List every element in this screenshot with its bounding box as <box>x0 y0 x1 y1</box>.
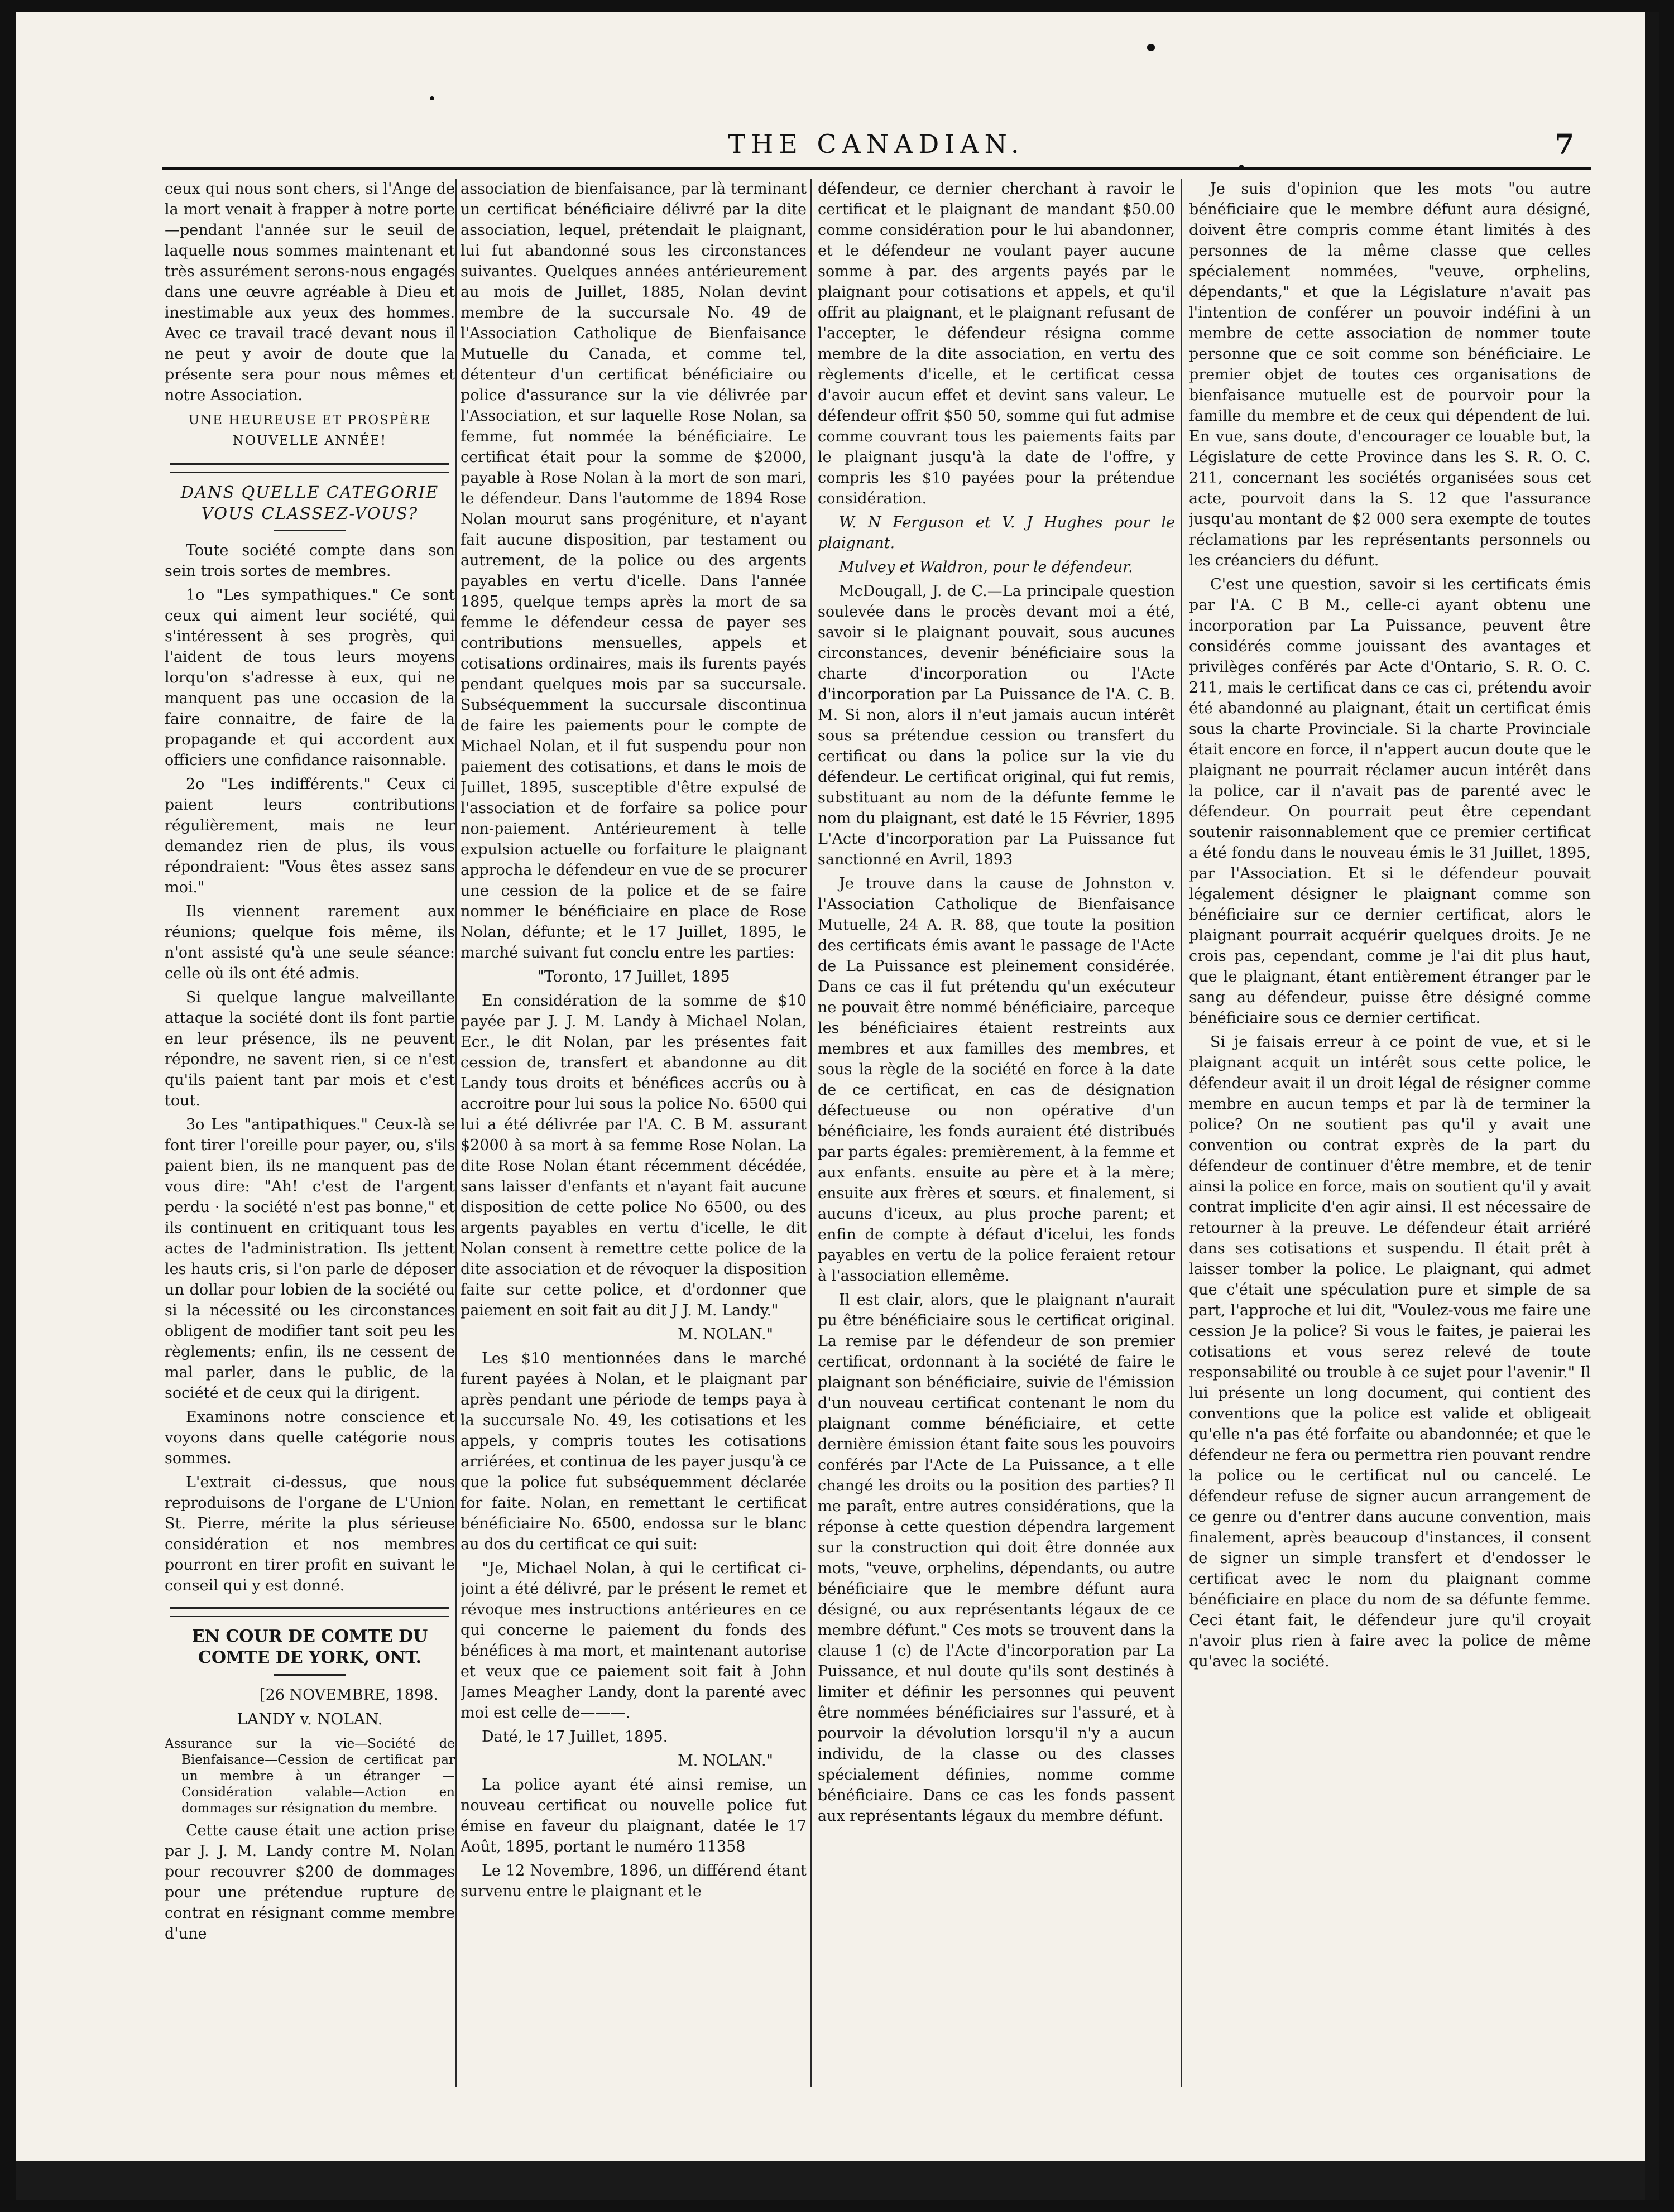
page-header <box>162 126 1591 166</box>
newspaper-title: THE CANADIAN. <box>728 129 1025 159</box>
article-paragraph: McDougall, J. de C.—La principale question soulevée dans le procès devant moi a été, savoir si le plaignant pouvait, sous aucunes circonstances, devenir bénéficiaire sous la charte d'incorporation ou l'Acte d'incorporation par La Puissance de l'A. C. B. M. Si non, alors il n'eut jamais aucun intérêt sous sa prétendue cession ou transfert du certificat ou dans la police sur la vie du défendeur. Le certificat original, qui fut remis, substituant au nom de la défunte femme le nom du plaignant, est daté le 15 Février, 1895 L'Acte d'incorporation par La Puissance fut sanctionné en Avril, 1893 <box>818 583 1175 868</box>
page-number: 7 <box>1555 128 1574 161</box>
column-1 <box>165 179 455 2104</box>
article-paragraph: C'est une question, savoir si les certificats émis par l'A. C B M., celle-ci ayant obtenu une incorporation par La Puissance, peuvent être considérés comme jouissant des avantages et privilèges conférés par Acte d'Ontario, S. R. O. C. 211, mais le certificat dans ce cas ci, prétendu avoir été abandonné au plaignant, était un certificat émis sous la charte Provinciale. Si la charte Provinciale était encore en force, il n'appert aucun doute que le plaignant ne pourrait réclamer aucun intérêt dans la police, car il n'avait pas de parenté avec le défendeur. On pourrait peut être cependant soutenir raisonnablement que ce premier certificat a été fondu dans le nouveau émis le 31 Juillet, 1895, par l'Association. Et si le défendeur pouvait légalement désigner le plaignant comme son bénéficiaire sur ce dernier certificat, alors le plaignant pourrait acquérir quelques droits. Je ne crois pas, cependant, comme je l'ai dit plus haut, que le plaignant, étant entièrement étranger par le sang au défendeur, puisse être désigné comme bénéficiaire sous ce dernier certificat. <box>1189 576 1591 1027</box>
signature: M. NOLAN." <box>678 1326 773 1343</box>
article-paragraph: Si je faisais erreur à ce point de vue, et si le plaignant acquit un intérêt sous cette police, le défendeur avait il un droit légal de résigner comme membre en aucun temps et par là de terminer la police? On ne soutient pas qu'il y avait une convention ou contrat exprès de la part du défendeur de continuer d'être membre, et de tenir ainsi la police en force, mais on soutient qu'il y avait contrat implicite d'en agir ainsi. Il est nécessaire de retourner à la preuve. Le défendeur était arriéré dans ses cotisations et suspendu. Il était prêt à laisser tomber la police. Le plaignant, qui admet que c'était une spéculation pure et simple de sa part, l'approche et lui dit, "Voulez-vous me faire une cession Je la police? Si vous le faites, je paierai les cotisations et vous serez relevé de toute responsabilité ou trouble à ce sujet pour l'avenir." Il lui présente un long document, qui contient des conventions que la police est valide et obligeait qu'elle n'a pas été forfaite ou abandonnée; et que le défendeur ne fera ou permettra rien pouvant rendre la police ou le certificat nul ou cancelé. Le défendeur refuse de signer aucun arrangement de ce genre ou d'entrer dans aucune convention, mais finalement, après beaucoup d'instances, il consent de signer un simple transfert et d'endosser le certificat avec le nom du plaignant comme bénéficiaire en place du nom de sa défunte femme. Ceci étant fait, le défendeur jure qu'il croyait n'avoir plus rien à faire avec la police de même qu'avec la société. <box>1189 1033 1591 1670</box>
article-paragraph: Daté, le 17 Juillet, 1895. <box>482 1728 668 1745</box>
column-divider <box>455 179 457 2087</box>
article-paragraph: 2o "Les indifférents." Ceux ci paient leurs contributions régulièrement, mais ne leur demandez rien de plus, ils vous répondraient: "Vous êtes assez sans moi." <box>165 776 455 896</box>
article-paragraph: Cette cause était une action prise par J. J. M. Landy contre M. Nolan pour recouvrer $200 de dommages pour une prétendue rupture de contrat en résignant comme membre d'une <box>165 1822 455 1942</box>
case-summary: Assurance sur la vie—Société de Bienfaisance—Cession de certificat par un membre à un étranger — Considération valable—Action en dommages sur résignation du membre. <box>165 1737 455 1816</box>
section-title: DANS QUELLE CATEGORIE VOUS CLASSEZ-VOUS? <box>180 483 439 523</box>
column-4 <box>1189 179 1591 2104</box>
counsel-plaintiff: W. N Ferguson et V. J Hughes pour le plaignant. <box>818 514 1175 552</box>
column-3 <box>818 179 1175 2104</box>
court-date: [26 NOVEMBRE, 1898. <box>260 1686 438 1704</box>
article-paragraph: 3o Les "antipathiques." Ceux-là se font tirer l'oreille pour payer, ou, s'ils paient bien, ils ne manquent pas de vous dire: "Ah! c'est de l'argent perdu · la société n'est pas bonne," et ils continuent en critiquant tous les actes de l'administration. Ils jettent les hauts cris, si l'on parle de déposer un dollar pour lobien de la société ou si la nécessité ou les circonstances obligent de modifier tant soit peu les règlements; enfin, ils ne cessent de mal parler, dans le public, de la société et de ceux qui la dirigent. <box>165 1116 455 1402</box>
court-section-title: EN COUR DE COMTE DU COMTE DE YORK, ONT. <box>191 1627 428 1667</box>
column-2 <box>461 179 807 2104</box>
section-rule <box>170 1607 449 1617</box>
article-paragraph: Examinons notre conscience et voyons dans quelle catégorie nous sommes. <box>165 1408 455 1467</box>
article-paragraph: La police ayant été ainsi remise, un nouveau certificat ou nouvelle police fut émise en faveur du plaignant, datée le 17 Août, 1895, portant le numéro 11358 <box>461 1776 807 1855</box>
letter-date: "Toronto, 17 Juillet, 1895 <box>537 968 730 985</box>
short-rule <box>274 530 346 531</box>
article-paragraph: L'extrait ci-dessus, que nous reproduisons de l'organe de L'Union St. Pierre, mérite la plus sérieuse considération et nos membres pourront en tirer profit en suivant le conseil qui y est donné. <box>165 1474 455 1594</box>
article-paragraph: défendeur, ce dernier cherchant à ravoir le certificat et le plaignant de mandant $50.00 comme considération pour le lui abandonner, et le défendeur ne voulant payer aucune somme à par. des argents payés par le plaignant pour cotisations et appels, et qu'il offrit au plaignant, et le plaignant refusant de l'accepter, le défendeur résigna comme membre de la dite association, en vertu des règlements d'icelle, et le certificat cessa d'avoir aucun effet et devint sans valeur. Le défendeur offrit $50 50, somme qui fut admise comme couvrant tous les paiements faits par le plaignant jusqu'à la date de l'offre, y compris les $10 payées pour la prétendue considération. <box>818 180 1175 507</box>
case-name: LANDY v. NOLAN. <box>237 1710 383 1728</box>
column-divider <box>810 179 812 2087</box>
article-paragraph: Je suis d'opinion que les mots "ou autre bénéficiaire que le membre défunt aura désigné, doivent être compris comme étant limités à des personnes de la même classe que celles spécialement nommées, "veuve, orphelins, dépendants," et que la Législature n'avait pas l'intention de conférer un pouvoir indéfini à un membre de cette association de nommer toute personne que ce soit comme son bénéficiaire. Le premier objet de toutes ces organisations de bienfaisance mutuelle est de pourvoir pour la famille du membre et de ceux qui dépendent de lui. En vue, sans doute, d'encourager ce louable but, la Législature de cette Province dans les S. R. O. C. 211, concernant les sociétés organisées sous cet acte, pourvoit dans la S. 12 que l'assurance jusqu'au montant de $2 000 sera exempte de toutes réclamations par les représentants personnels ou les créanciers du défunt. <box>1189 180 1591 569</box>
counsel-defendant: Mulvey et Waldron, pour le défendeur. <box>839 559 1133 576</box>
article-paragraph: ceux qui nous sont chers, si l'Ange de la mort venait à frapper à notre porte—pendant l'année sur le seuil de laquelle nous sommes maintenant et très assurément serons-nous engagés dans une œuvre agréable à Dieu et inestimable aux yeux des hommes. Avec ce travail tracé devant nous il ne peut y avoir de doute que la présente sera pour nous mêmes et notre Association. <box>165 180 455 404</box>
new-year-wish: UNE HEUREUSE ET PROSPÈRE NOUVELLE ANNÉE! <box>188 413 431 448</box>
article-paragraph: Il est clair, alors, que le plaignant n'aurait pu être bénéficiaire sous le certificat original. La remise par le défendeur de son premier certificat, ordonnant à la société de faire le plaignant son bénéficiaire, suivie de l'émission d'un nouveau certificat contenant le nom du plaignant comme bénéficiaire, et cette dernière émission étant faite sous les pouvoirs conférés par l'Acte de La Puissance, a t elle changé les droits ou la position des parties? Il me paraît, entre autres considérations, que la réponse à cette question dépendra largement sur la construction qui doit être donnée aux mots, "veuve, orphelins, dépendants, ou autre bénéficiaire que le membre défunt aura désigné, ou aux représentants légaux de ce membre défunt." Ces mots se trouvent dans la clause 1 (c) de l'Acte d'incorporation par La Puissance, et nul doute qu'ils sont destinés à limiter et définir les personnes qui peuvent être nommées bénéficiaires sur l'assuré, et à pourvoir la dévolution lorsqu'il n'y a aucun individu, de la classe ou des classes spécialement définies, nomme comme bénéficiaire. Dans ce cas les fonds passent aux représentants légaux du membre défunt. <box>818 1291 1175 1825</box>
scan-border-right <box>1645 12 1659 2200</box>
header-rule <box>162 167 1591 170</box>
article-paragraph: 1o "Les sympathiques." Ce sont ceux qui aiment leur société, qui s'intéressent à ses progrès, qui l'aident de tous leurs moyens lorqu'on s'adresse à eux, qui ne manquent pas une occasion de la faire connaitre, de faire de la propagande et qui accordent aux officiers une confidance raisonnable. <box>165 586 455 769</box>
article-paragraph: "Je, Michael Nolan, à qui le certificat ci-joint a été délivré, par le présent le remet et révoque mes instructions antérieures en ce qui concerne le paiement du fonds des bénéfices à ma mort, et maintenant autorise et veux que ce paiement soit fait à John James Meagher Landy, dont la parenté avec moi est celle de———. <box>461 1560 807 1721</box>
article-paragraph: association de bienfaisance, par là terminant un certificat bénéficiaire délivré par la dite association, lequel, prétendait le plaignant, lui fut abandonné sous les circonstances suivantes. Quelques années antérieurement au mois de Juillet, 1885, Nolan devint membre de la succursale No. 49 de l'Association Catholique de Bienfaisance Mutuelle du Canada, et comme tel, détenteur d'un certificat bénéficiaire ou police d'assurance sur la vie délivrée par l'Association, et sur laquelle Rose Nolan, sa femme, fut nommée la bénéficiaire. Le certificat était pour la somme de $2000, payable à Rose Nolan à la mort de son mari, le défendeur. Dans l'automme de 1894 Rose Nolan mourut sans progéniture, et n'ayant fait aucune disposition, par testament ou autrement, de la police ou des argents payables en vertu d'icelle. Dans l'année 1895, quelque temps après la mort de sa femme le défendeur cessa de payer ses contributions mensuelles, appels et cotisations ordinaires, mais ils furents payés pendant quelques mois par sa succursale. Subséquemment la succursale discontinua de faire les paiements pour le compte de Michael Nolan, et il fut suspendu pour non paiement des cotisations, et dans le mois de Juillet, 1895, susceptible d'être expulsé de l'association et de forfaire sa police pour non-paiement. Antérieurement à telle expulsion actuelle ou forfaiture le plaignant approcha le défendeur en vue de se procurer une cession de la police et de se faire nommer le bénéficiaire en place de Rose Nolan, défunte; et le 17 Juillet, 1895, le marché suivant fut conclu entre les parties: <box>461 180 807 961</box>
section-rule <box>170 463 449 473</box>
article-paragraph: Les $10 mentionnées dans le marché furent payées à Nolan, et le plaignant par après pendant une période de temps paya à la succursale No. 49, les cotisations et les appels, y compris toutes les cotisations arriérées, et continua de les payer jusqu'à ce que la police fut subséquemment déclarée for faite. Nolan, en remettant le certificat bénéficiaire No. 6500, endossa sur le blanc au dos du certificat ce qui suit: <box>461 1350 807 1553</box>
ink-blot <box>430 96 434 100</box>
article-paragraph: Ils viennent rarement aux réunions; quelque fois même, ils n'ont assisté qu'à une seule séance: celle où ils ont été admis. <box>165 903 455 982</box>
article-paragraph: Le 12 Novembre, 1896, un différend étant survenu entre le plaignant et le <box>461 1862 807 1900</box>
article-paragraph: Si quelque langue malveillante attaque la société dont ils font partie en leur présence, ils ne peuvent répondre, ne savent rien, si ce n'est qu'ils paient tant par mois et c'est tout. <box>165 989 455 1109</box>
ink-blot <box>1147 44 1155 51</box>
article-paragraph: Je trouve dans la cause de Johnston v. l'Association Catholique de Bienfaisance Mutuelle, 24 A. R. 88, que toute la position des certificats émis avant le passage de l'Acte de La Puissance est pleinement considérée. Dans ce cas il fut prétendu qu'un exécuteur ne pouvait être nommé bénéficiaire, parceque les bénéficiaires étaient restreints aux membres et aux familles des membres, et sous la règle de la société en force à la date de ce certificat, en cas de désignation défectueuse ou non opérative d'un bénéficiaire, les fonds auraient été distribués par parts égales: premièrement, à la femme et aux enfants. ensuite au père et à la mère; ensuite aux frères et sœurs. et finalement, si aucuns d'iceux, au plus proche parent; et enfin de compte à défaut d'icelui, les fonds payables en vertu de la police feraient retour à l'association ellemême. <box>818 875 1175 1285</box>
signature: M. NOLAN." <box>678 1752 773 1769</box>
column-divider <box>1181 179 1182 2087</box>
scan-border-bottom <box>16 2161 1659 2200</box>
short-rule <box>274 1674 346 1676</box>
article-paragraph: Toute société compte dans son sein trois sortes de membres. <box>165 542 455 580</box>
article-paragraph: En considération de la somme de $10 payée par J. J. M. Landy à Michael Nolan, Ecr., le dit Nolan, par les présentes fait cession de, transfert et abandonne au dit Landy tous droits et bénéfices accrûs ou à accroitre pour lui sous la police No. 6500 qui lui a été délivrée par l'A. C. B M. assurant $2000 à sa mort à sa femme Rose Nolan. La dite Rose Nolan étant récemment décédée, sans laisser d'enfants et n'ayant fait aucune disposition de cette police No 6500, ou des argents payables en vertu d'icelle, le dit Nolan consent à remettre cette police de la dite association et de révoquer la disposition faite sur cette police, et d'ordonner que paiement en soit fait au dit J J. M. Landy." <box>461 992 807 1319</box>
